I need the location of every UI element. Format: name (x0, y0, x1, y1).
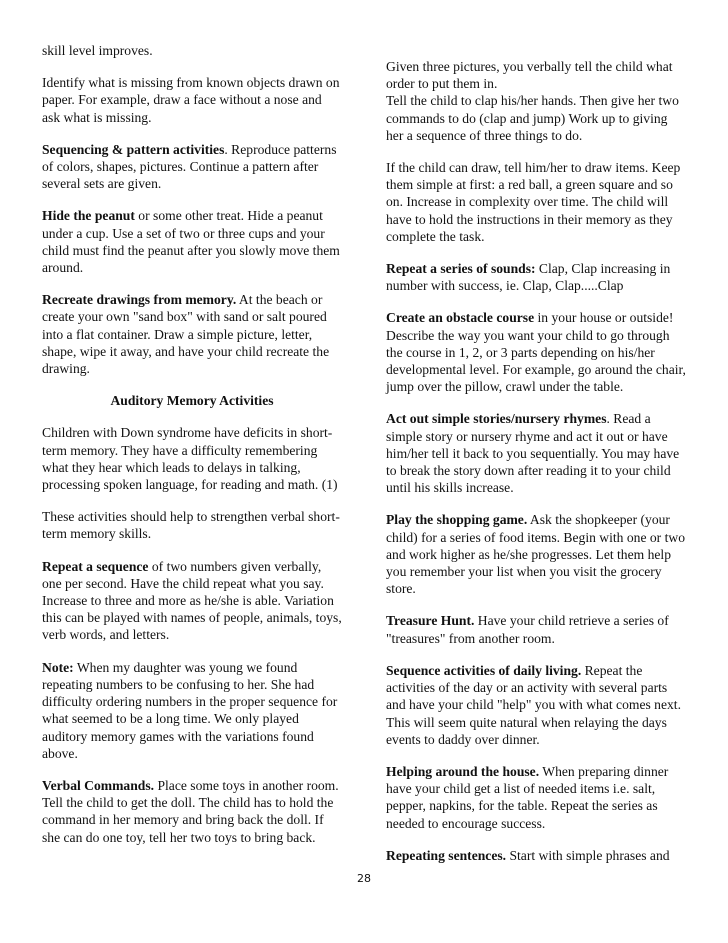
paragraph: Hide the peanut or some other treat. Hide a peanut under a cup. Use a set of two or three cups and your child must find the peanut after you slowly move them around. (42, 208, 340, 276)
paragraph: Repeat a sequence of two numbers given verbally, one per second. Have the child repeat what you say. Increase to three and more as he/she is able. Variation this can be played with names of people, animals, toys, verb words, and letters. (42, 558, 342, 643)
paragraph: Sequence activities of daily living. Repeat the activities of the day or an activity with several parts and have your child "help" you with what comes next. This will seem quite natural when relaying the days events to daddy over dinner. (386, 662, 681, 747)
paragraph: Repeating sentences. Start with simple phrases and (386, 847, 670, 863)
bold-lead: Treasure Hunt. (386, 613, 475, 629)
paragraph: Recreate drawings from memory. At the beach or create your own "sand box" with sand or salt poured into a flat container. Draw a simple picture, letter, shape, wipe it away, and have your child recreate the drawing. (42, 292, 330, 377)
paragraph: Play the shopping game. Ask the shopkeeper (your child) for a series of food items. Begin with one or two and work higher as he/she progresses. Let them help you remember your list when you visit the grocery store. (386, 512, 685, 597)
bold-lead: Repeat a series of sounds: (386, 261, 536, 277)
bold-lead: Play the shopping game. (386, 512, 528, 528)
paragraph: Repeat a series of sounds: Clap, Clap increasing in number with success, ie. Clap, Clap.....Clap (386, 261, 671, 294)
paragraph: Children with Down syndrome have deficits in short-term memory. They have a difficulty remembering what they hear which leads to delays in talking, processing spoken language, for reading and math. (1) (42, 425, 338, 493)
paragraph: Note: When my daughter was young we found repeating numbers to be confusing to her. She had difficulty ordering numbers in the proper sequence for what seemed to be a long time. We only played auditory memory games with the variations found above. (42, 659, 338, 761)
paragraph: Tell the child to clap his/her hands. Then give her two commands to do (clap and jump) Work up to giving her a sequence of three things to do. (386, 93, 679, 143)
bold-lead: Helping around the house. (386, 763, 540, 779)
bold-lead: Repeat a sequence (42, 558, 149, 574)
paragraph: Treasure Hunt. Have your child retrieve a series of "treasures" from another room. (386, 613, 669, 646)
paragraph: Sequencing & pattern activities. Reproduce patterns of colors, shapes, pictures. Continue a pattern after several sets are given. (42, 141, 337, 192)
paragraph: Given three pictures, you verbally tell the child what order to put them in. (386, 59, 673, 92)
paragraph: Create an obstacle course in your house or outside! Describe the way you want your child to go through the course in 1, 2, or 3 parts depending on his/her developmental level. For example, go around the chair, jump over the pillow, crawl under the table. (386, 310, 686, 395)
paragraph: skill level improves. (42, 43, 153, 58)
bold-lead: Sequencing & pattern activities (42, 141, 225, 157)
paragraph: Act out simple stories/nursery rhymes. Read a simple story or nursery rhyme and act it out or have him/her tell it back to you sequentially. You may have to break the story down after reading it to your child until his skills increase. (386, 411, 680, 496)
bold-lead: Repeating sentences. (386, 847, 507, 863)
bold-lead: Act out simple stories/nursery rhymes (386, 411, 607, 427)
bold-lead: Hide the peanut (42, 208, 135, 224)
section-heading: Auditory Memory Activities (110, 393, 274, 409)
paragraph: Verbal Commands. Place some toys in another room. Tell the child to get the doll. The child has to hold the command in her memory and bring back the doll. If she can do one toy, tell her two toys to bring back. (42, 777, 339, 845)
paragraph: These activities should help to strengthen verbal short-term memory skills. (42, 509, 340, 542)
paragraph: Identify what is missing from known objects drawn on paper. For example, draw a face without a nose and ask what is missing. (42, 75, 340, 125)
bold-lead: Recreate drawings from memory. (42, 292, 237, 308)
bold-lead: Create an obstacle course (386, 310, 535, 326)
page-number: 28 (357, 872, 371, 885)
paragraph: Helping around the house. When preparing dinner have your child get a list of needed items i.e. salt, pepper, napkins, for the table. Repeat the series as needed to encourage success. (386, 763, 669, 831)
right-column (386, 58, 688, 879)
bold-lead: Sequence activities of daily living. (386, 662, 582, 678)
left-column (42, 42, 342, 861)
bold-lead: Verbal Commands. (42, 777, 155, 793)
paragraph: If the child can draw, tell him/her to draw items. Keep them simple at first: a red ball, a green square and so on. Increase in complexity over time. The child will have to hold the instructions in their memory as they complete the task. (386, 160, 681, 244)
bold-lead: Note: (42, 659, 74, 675)
